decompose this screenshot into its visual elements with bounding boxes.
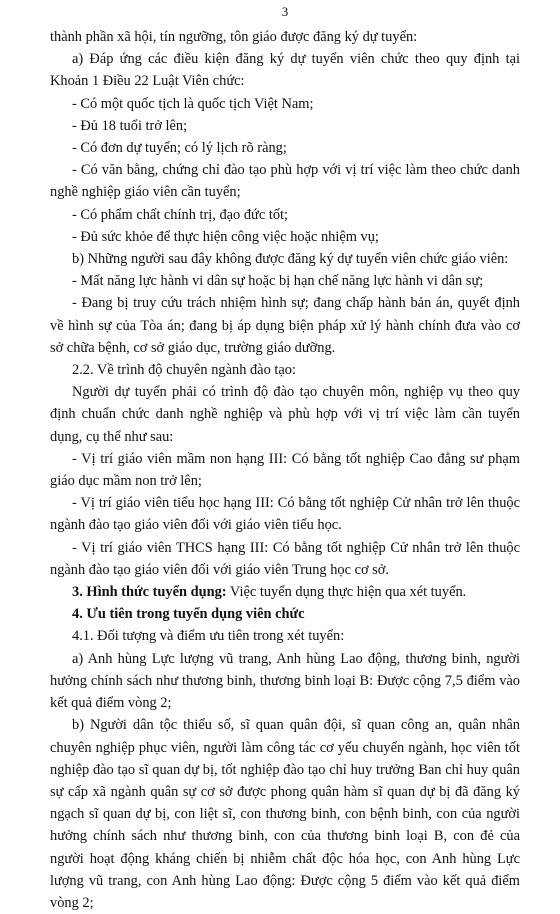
section-heading: 3. Hình thức tuyển dụng:: [72, 584, 227, 601]
paragraph-text: - Có đơn dự tuyển; có lý lịch rõ ràng;: [72, 140, 287, 157]
paragraph: [50, 159, 520, 203]
paragraph: [50, 48, 520, 92]
paragraph: [50, 359, 520, 381]
paragraph: [50, 137, 520, 159]
paragraph-text: 2.2. Về trình độ chuyên ngành đào tạo:: [72, 362, 296, 379]
paragraph: [50, 648, 520, 715]
paragraph-text: - Đủ 18 tuổi trở lên;: [72, 117, 188, 134]
paragraph: [50, 448, 520, 492]
paragraph: [50, 115, 520, 137]
paragraph: [50, 226, 520, 248]
paragraph-text: - Có văn bằng, chứng chỉ đào tạo phù hợp với vị trí việc làm theo chức danh nghề nghiệp giáo viên cần tuyển;: [50, 162, 520, 201]
paragraph-text: - Có một quốc tịch là quốc tịch Việt Nam;: [72, 95, 314, 112]
paragraph-text: Việc tuyển dụng thực hiện qua xét tuyển.: [226, 584, 467, 601]
paragraph-text: b) Những người sau đây không được đăng ký dự tuyển viên chức giáo viên:: [72, 251, 509, 268]
paragraph: [50, 248, 520, 270]
paragraph: [50, 492, 520, 536]
paragraph: [50, 381, 520, 448]
paragraph-text: 4.1. Đối tượng và điểm ưu tiên trong xét tuyển:: [72, 628, 345, 645]
paragraph: [50, 581, 520, 603]
paragraph-text: Người dự tuyển phải có trình độ đào tạo chuyên môn, nghiệp vụ theo quy định chuẩn chức danh nghề nghiệp và phù hợp với vị trí việc làm cần tuyển dụng, cụ thể như sau:: [50, 384, 520, 445]
paragraph-text: a) Đáp ứng các điều kiện đăng ký dự tuyển viên chức theo quy định tại Khoản 1 Điều 22 Luật Viên chức:: [50, 51, 520, 90]
section-heading: 4. Ưu tiên trong tuyển dụng viên chức: [72, 606, 305, 623]
paragraph-text: - Vị trí giáo viên THCS hạng III: Có bằng tốt nghiệp Cử nhân trở lên thuộc ngành đào tạo giáo viên đối với giáo viên Trung học cơ sở.: [50, 539, 520, 578]
page-number: 3: [281, 4, 289, 19]
paragraph-text: - Có phẩm chất chính trị, đạo đức tốt;: [72, 206, 289, 223]
paragraph-text: - Vị trí giáo viên mầm non hạng III: Có bằng tốt nghiệp Cao đẳng sư phạm giáo dục mầm non trở lên;: [50, 450, 520, 490]
document-body: [50, 26, 520, 914]
paragraph: [50, 26, 520, 48]
paragraph: [50, 292, 520, 359]
paragraph-text: - Mất năng lực hành vi dân sự hoặc bị hạn chế năng lực hành vi dân sự;: [72, 273, 484, 290]
paragraph: [50, 270, 520, 292]
paragraph-text: - Đủ sức khỏe để thực hiện công việc hoặc nhiệm vụ;: [72, 228, 379, 245]
paragraph: [50, 625, 520, 647]
paragraph: [50, 714, 520, 914]
paragraph: [50, 537, 520, 581]
paragraph-text: a) Anh hùng Lực lượng vũ trang, Anh hùng Lao động, thương binh, người hưởng chính sách như thương binh, thương binh loại B: Được cộng 7,5 điểm vào kết quả điểm vòng 2;: [50, 650, 520, 712]
paragraph-text: - Vị trí giáo viên tiểu học hạng III: Có bằng tốt nghiệp Cử nhân trở lên thuộc ngành đào tạo giáo viên đối với giáo viên tiểu học.: [50, 495, 520, 534]
paragraph-text: b) Người dân tộc thiểu số, sĩ quan quân đội, sĩ quan công an, quân nhân chuyên nghiệp phục viên, người làm công tác cơ yếu chuyển ngành, học viên tốt nghiệp đào tạo sĩ quan dự bị, tốt nghiệp đào tạo chỉ huy trưởng Ban chỉ huy quân sự cấp xã ngành quân sự cơ sở được phong quân hàm sĩ quan dự bị đã đăng ký ngạch sĩ quan dự bị, con liệt sĩ, con thương binh, con bệnh binh, con của người hưởng chính sách như thương binh, con của thương binh loại B, con đẻ của người hoạt động kháng chiến bị nhiễm chất độc hóa học, con Anh hùng Lực lượng vũ trang, con Anh hùng Lao động: Được cộng 5 điểm vào kết quả điểm vòng 2;: [50, 717, 520, 911]
paragraph-text: - Đang bị truy cứu trách nhiệm hình sự; đang chấp hành bản án, quyết định về hình sự của Tòa án; đang bị áp dụng biện pháp xử lý hành chính đưa vào cơ sở chữa bệnh, cơ sở giáo dục, trường giáo dưỡng.: [50, 295, 520, 356]
paragraph: [50, 204, 520, 226]
paragraph: [50, 93, 520, 115]
paragraph-text: thành phần xã hội, tín ngưỡng, tôn giáo được đăng ký dự tuyển:: [50, 29, 418, 45]
paragraph: [50, 603, 520, 625]
